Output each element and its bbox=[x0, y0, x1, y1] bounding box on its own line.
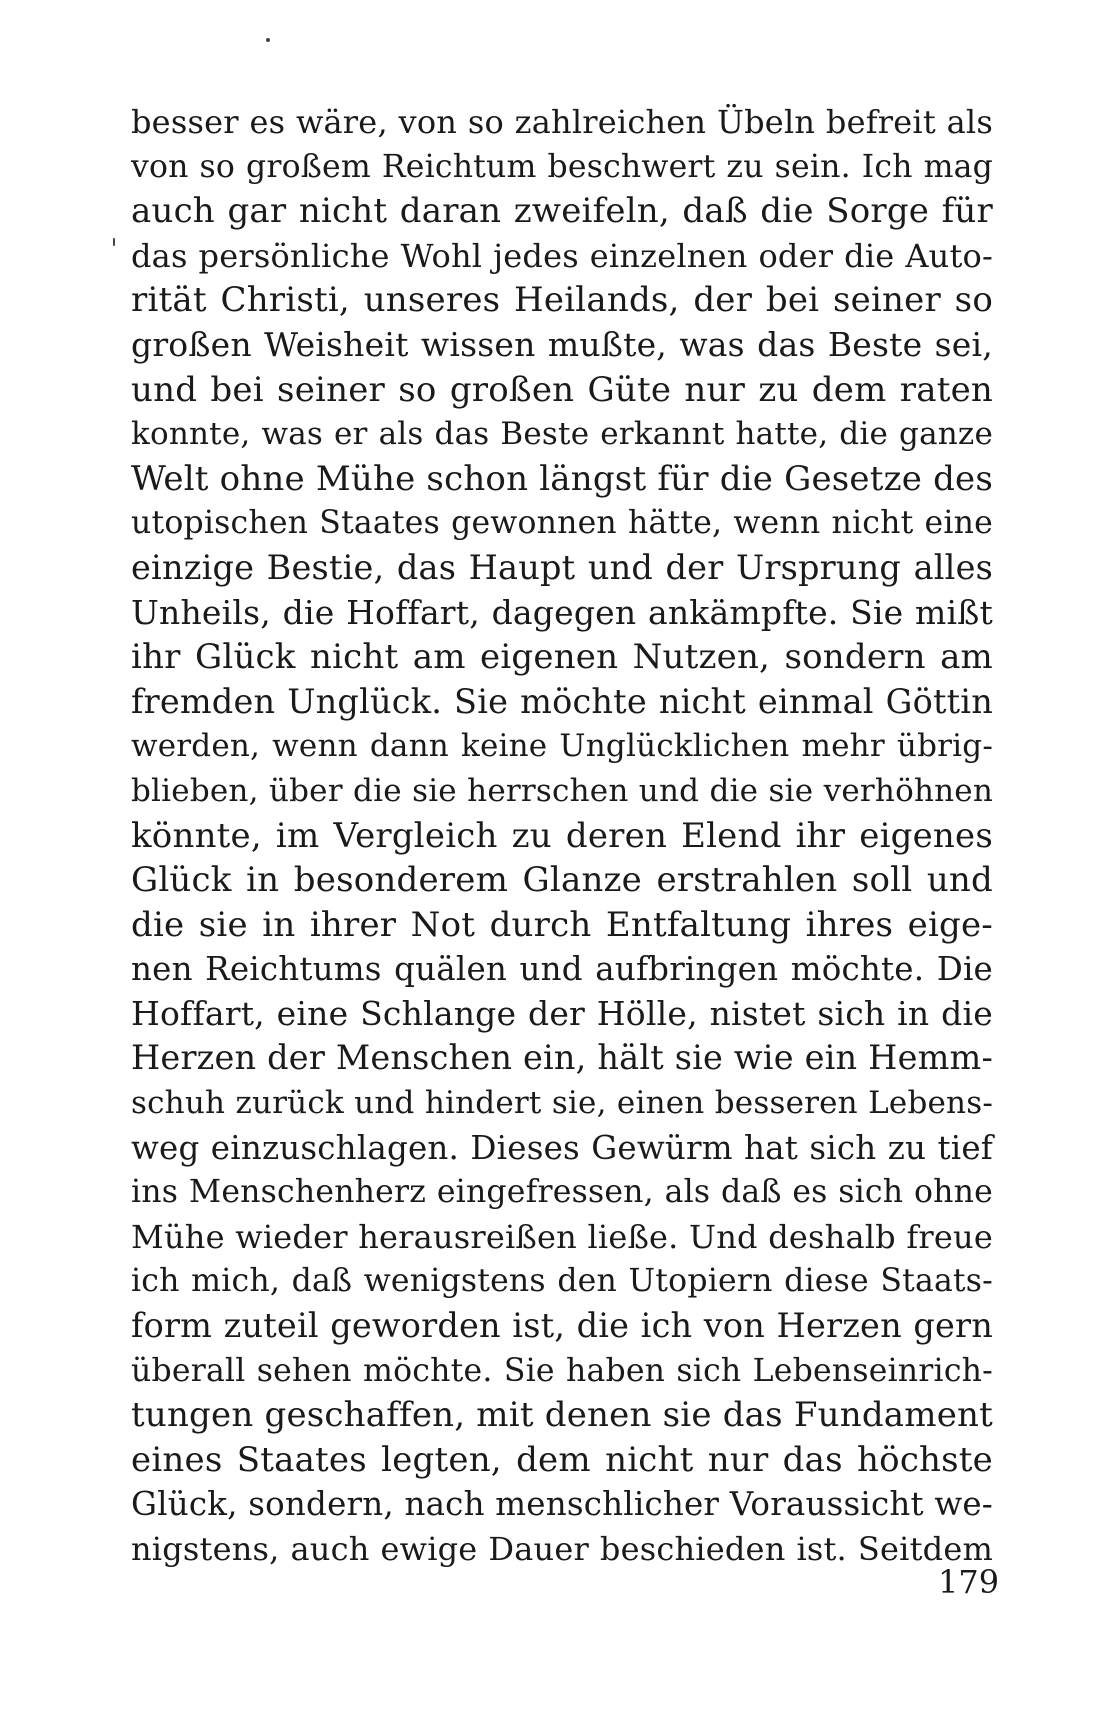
text-line: Welt ohne Mühe schon längst für die Gesetze des bbox=[131, 458, 993, 499]
text-line: tungen geschaffen, mit denen sie das Fundament bbox=[131, 1395, 993, 1436]
text-line: blieben, über die sie herrschen und die sie verhöhnen bbox=[131, 772, 993, 809]
text-line: fremden Unglück. Sie möchte nicht einmal Göttin bbox=[131, 681, 993, 721]
text-line: könnte, im Vergleich zu deren Elend ihr eigenes bbox=[131, 815, 993, 856]
text-line: ihr Glück nicht am eigenen Nutzen, sondern am bbox=[131, 637, 993, 678]
text-line: Glück in besonderem Glanze erstrahlen soll und bbox=[131, 860, 993, 901]
text-line: ich mich, daß wenigstens den Utopiern diese Staats- bbox=[131, 1263, 993, 1300]
text-line: Herzen der Menschen ein, hält sie wie ein Hemm- bbox=[131, 1038, 994, 1078]
text-line: Hoffart, eine Schlange der Hölle, nistet sich in die bbox=[131, 993, 993, 1033]
text-line: großen Weisheit wissen mußte, was das Beste sei, bbox=[131, 324, 993, 364]
text-line: schuh zurück und hindert sie, einen besseren Lebens- bbox=[131, 1085, 993, 1122]
text-line: Glück, sondern, nach menschlicher Voraussicht we- bbox=[131, 1485, 993, 1524]
text-line: weg einzuschlagen. Dieses Gewürm hat sich zu tief bbox=[131, 1128, 993, 1167]
text-line: form zuteil geworden ist, die ich von Herzen gern bbox=[131, 1306, 993, 1346]
text-line: konnte, was er als das Beste erkannt hatte, die ganze bbox=[131, 416, 993, 453]
text-line: werden, wenn dann keine Unglücklichen mehr übrig- bbox=[131, 728, 993, 765]
text-line: ins Menschenherz eingefressen, als daß es sich ohne bbox=[131, 1174, 993, 1211]
text-line: nigstens, auch ewige Dauer beschieden ist. Seitdem bbox=[131, 1530, 993, 1568]
text-line: einzige Bestie, das Haupt und der Ursprung alles bbox=[131, 547, 993, 587]
text-line: Mühe wieder herausreißen ließe. Und deshalb freue bbox=[131, 1217, 993, 1256]
scan-speck bbox=[113, 238, 115, 246]
text-line: besser es wäre, von so zahlreichen Übeln befreit als bbox=[131, 103, 993, 141]
scan-speck bbox=[266, 38, 270, 42]
text-line: überall sehen möchte. Sie haben sich Lebenseinrich- bbox=[131, 1352, 993, 1389]
text-line: auch gar nicht daran zweifeln, daß die Sorge für bbox=[131, 191, 993, 232]
text-line: utopischen Staates gewonnen hätte, wenn nicht eine bbox=[131, 505, 993, 542]
text-line: und bei seiner so großen Güte nur zu dem raten bbox=[131, 369, 993, 410]
text-line: Unheils, die Hoffart, dagegen ankämpfte. Sie mißt bbox=[131, 592, 993, 632]
page-number: 179 bbox=[938, 1563, 1000, 1601]
text-line: von so großem Reichtum beschwert zu sein. Ich mag bbox=[131, 148, 993, 185]
text-line: eines Staates legten, dem nicht nur das höchste bbox=[131, 1439, 993, 1480]
text-line: rität Christi, unseres Heilands, der bei seiner so bbox=[131, 280, 993, 321]
text-line: das persönliche Wohl jedes einzelnen oder die Auto- bbox=[131, 236, 993, 275]
text-line: die sie in ihrer Not durch Entfaltung ihres eige- bbox=[131, 904, 993, 945]
body-text bbox=[131, 100, 993, 1572]
text-line: nen Reichtums quälen und aufbringen möchte. Die bbox=[131, 950, 993, 989]
